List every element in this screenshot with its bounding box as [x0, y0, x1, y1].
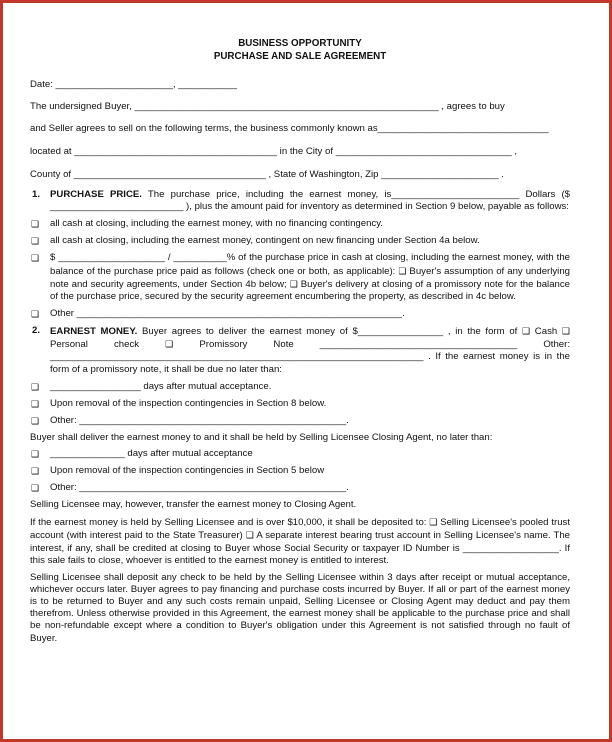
title-line-2: PURCHASE AND SALE AGREEMENT: [213, 50, 387, 62]
checkbox-icon[interactable]: ❑: [561, 325, 570, 336]
due-option-days[interactable]: [30, 381, 570, 393]
checkbox-icon[interactable]: ❑: [31, 253, 40, 264]
checkbox-icon[interactable]: ❑: [31, 449, 40, 460]
transfer-paragraph: Selling Licensee may, however, transfer the earnest money to Closing Agent.: [30, 499, 357, 511]
due-option-other[interactable]: [30, 415, 570, 427]
deposit-text: If the earnest money is held by Selling Licensee and is over $10,000, it shall be deposited to:: [30, 517, 430, 529]
option-label: all cash at closing, including the earnest money, contingent on new financing under Section 4a below.: [50, 235, 480, 247]
option-promissory-label: Buyer's delivery at closing of a promissory note for the balance of the purchase price, secured by the security agreement encumbering the property, as described in 4c below.: [50, 278, 570, 302]
option-label: ______________ days after mutual acceptance: [50, 448, 253, 460]
option-label: all cash at closing, including the earnest money, with no financing contingency.: [50, 218, 383, 230]
purchase-option-partial-cash[interactable]: [30, 252, 570, 303]
date-line: Date: ______________________, ___________: [30, 79, 238, 90]
deposit-paragraph: [30, 516, 570, 567]
form-cash-label: Cash: [530, 325, 562, 337]
pooled-trust-label: Selling Licensee's pooled trust account (with interest paid to the State Treasurer): [30, 517, 570, 542]
checkbox-icon[interactable]: ❑: [31, 483, 40, 494]
due-option-inspection[interactable]: [30, 398, 570, 410]
option-label: Upon removal of the inspection contingencies in Section 5 below: [50, 465, 325, 477]
seller-line: and Seller agrees to sell on the following terms, the business commonly known as________________________________: [30, 123, 549, 135]
section-earnest-money: [30, 325, 570, 376]
purchase-option-other[interactable]: [30, 308, 570, 320]
option-label: Upon removal of the inspection contingencies in Section 8 below.: [50, 397, 327, 409]
buyer-line: The undersigned Buyer, _________________________________________________________ , agrees to buy: [30, 100, 505, 112]
section-2-heading: EARNEST MONEY.: [50, 325, 138, 337]
deliver-option-days[interactable]: [30, 448, 570, 460]
form-promissory-label: Promissory Note _____________________________________ Other:: [173, 339, 570, 351]
section-1-text: The purchase price, including the earnest money, is________________________ Dollars ($ _________________________ ), plus the amount paid for inventory as determined in Section 9 below, payable as follows:: [50, 189, 570, 213]
form-personal-check-label: Personal check: [50, 339, 166, 351]
purchase-option-cash-no-financing[interactable]: [30, 218, 570, 230]
section-1-heading: PURCHASE PRICE.: [50, 189, 142, 201]
option-label: Other _____________________________________________________________.: [50, 307, 405, 319]
option-label: $ ____________________ / __________% of the purchase price in cash at closing, including the earnest money, with the balance of the purchase price paid as follows (check one or both, as applicable):: [50, 252, 570, 277]
option-assumption-label: Buyer's assumption of any underlying note and security agreements, under Section 4b below;: [50, 265, 570, 290]
located-line: located at ______________________________________ in the City of _________________________________ ,: [30, 146, 518, 158]
checkbox-icon[interactable]: ❑: [165, 339, 174, 350]
checkbox-icon[interactable]: ❑: [31, 219, 40, 230]
checkbox-icon[interactable]: ❑: [31, 398, 40, 409]
final-paragraph: Selling Licensee shall deposit any check to be held by the Selling Licensee within 3 days after receipt or mutual acceptance, whichever occurs later. Buyer agrees to pay financing and purchase costs incurred by Buyer. If all or part of the earnest money is to be returned to Buyer and any such costs remain unpaid, Selling Licensee or Closing Agent may deduct and pay them therefrom. Unless otherwise provided in this Agreement, the earnest money shall be applicable to the purchase price and shall be non-refundable except where a condition to Buyer's obligation under this Agreement is not satisfied through no fault of Buyer.: [30, 571, 570, 644]
separate-account-label: A separate interest bearing trust account in Selling Licensee's name. The interest, if any, shall be credited at closing to Buyer whose Social Security or taxpayer ID Number is __________________. If this sale fails to close, whoever is entitled to the earnest money is entitled to interest.: [30, 530, 570, 566]
checkbox-icon[interactable]: ❑: [289, 278, 298, 289]
held-by-paragraph: Buyer shall deliver the earnest money to and it shall be held by Selling Licensee Closing Agent, no later than:: [30, 431, 493, 443]
checkbox-icon[interactable]: ❑: [522, 325, 531, 336]
option-label: Other: __________________________________________________.: [50, 414, 349, 426]
checkbox-icon[interactable]: ❑: [31, 466, 40, 477]
title-line-1: BUSINESS OPPORTUNITY: [238, 38, 362, 49]
checkbox-icon[interactable]: ❑: [31, 236, 40, 247]
section-1-number: 1.: [32, 189, 41, 201]
checkbox-icon[interactable]: ❑: [245, 530, 254, 541]
checkbox-icon[interactable]: ❑: [398, 265, 407, 276]
checkbox-icon[interactable]: ❑: [31, 381, 40, 392]
option-label: Other: __________________________________________________.: [50, 482, 349, 494]
section-purchase-price: [30, 189, 570, 213]
section-2-text-2: ______________________________________________________________________ . If the earnest money is in the form of a promissory note, it shall be due no later than:: [50, 351, 570, 375]
agreement-document: [30, 38, 570, 649]
county-line: County of ____________________________________ , State of Washington, Zip ______________________ .: [30, 168, 504, 180]
purchase-option-cash-financing[interactable]: [30, 235, 570, 247]
deliver-option-inspection[interactable]: [30, 465, 570, 477]
document-title: [30, 38, 570, 63]
checkbox-icon[interactable]: ❑: [429, 517, 438, 528]
option-label: _________________ days after mutual acceptance.: [50, 380, 272, 392]
deliver-option-other[interactable]: [30, 482, 570, 494]
checkbox-icon[interactable]: ❑: [31, 415, 40, 426]
section-2-text: Buyer agrees to deliver the earnest money of $________________ , in the form of: [137, 325, 523, 337]
checkbox-icon[interactable]: ❑: [31, 308, 40, 319]
section-2-number: 2.: [32, 324, 41, 336]
